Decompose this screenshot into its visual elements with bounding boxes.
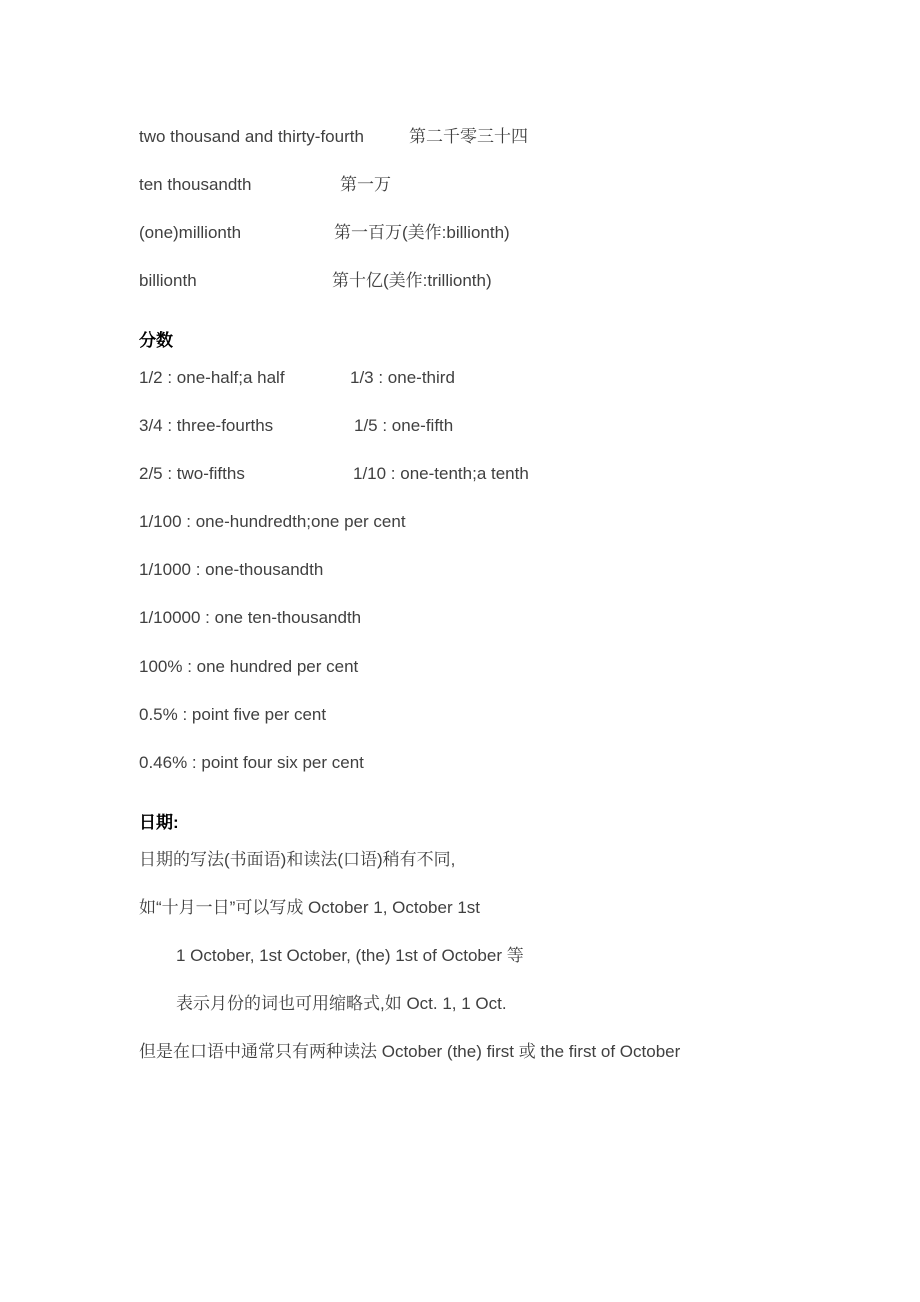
date-paragraph: 但是在口语中通常只有两种读法 October (the) first 或 the first of October [139,1042,681,1061]
ordinal-en: (one)millionth [139,223,242,242]
ordinal-zh: 第十亿(美作:trillionth) [332,271,492,290]
date-paragraph: 1 October, 1st October, (the) 1st of October 等 [176,946,524,965]
fraction-item: 1/100 : one-hundredth;one per cent [139,512,406,531]
ordinal-zh: 第二千零三十四 [409,127,528,146]
ordinal-en: two thousand and thirty-fourth [139,127,364,146]
date-paragraph: 日期的写法(书面语)和读法(口语)稍有不同, [139,850,456,869]
fraction-item: 1/3 : one-third [350,368,455,387]
dates-heading: 日期: [139,813,179,832]
fraction-item: 1/2 : one-half;a half [139,368,285,387]
fraction-item: 1/5 : one-fifth [354,416,454,435]
fraction-item: 3/4 : three-fourths [139,416,274,435]
date-paragraph: 表示月份的词也可用缩略式,如 Oct. 1, 1 Oct. [176,994,507,1013]
ordinal-en: ten thousandth [139,175,252,194]
ordinal-zh: 第一百万(美作:billionth) [334,223,510,242]
fractions-heading: 分数 [139,331,173,350]
date-paragraph: 如“十月一日”可以写成 October 1, October 1st [139,898,481,917]
fraction-item: 2/5 : two-fifths [139,464,245,483]
fraction-item: 100% : one hundred per cent [139,657,359,676]
fraction-item: 1/1000 : one-thousandth [139,560,324,579]
fraction-item: 1/10000 : one ten-thousandth [139,608,362,627]
fraction-item: 1/10 : one-tenth;a tenth [353,464,529,483]
ordinal-zh: 第一万 [340,175,391,194]
fraction-item: 0.5% : point five per cent [139,705,327,724]
fraction-item: 0.46% : point four six per cent [139,753,364,772]
ordinal-en: billionth [139,271,197,290]
